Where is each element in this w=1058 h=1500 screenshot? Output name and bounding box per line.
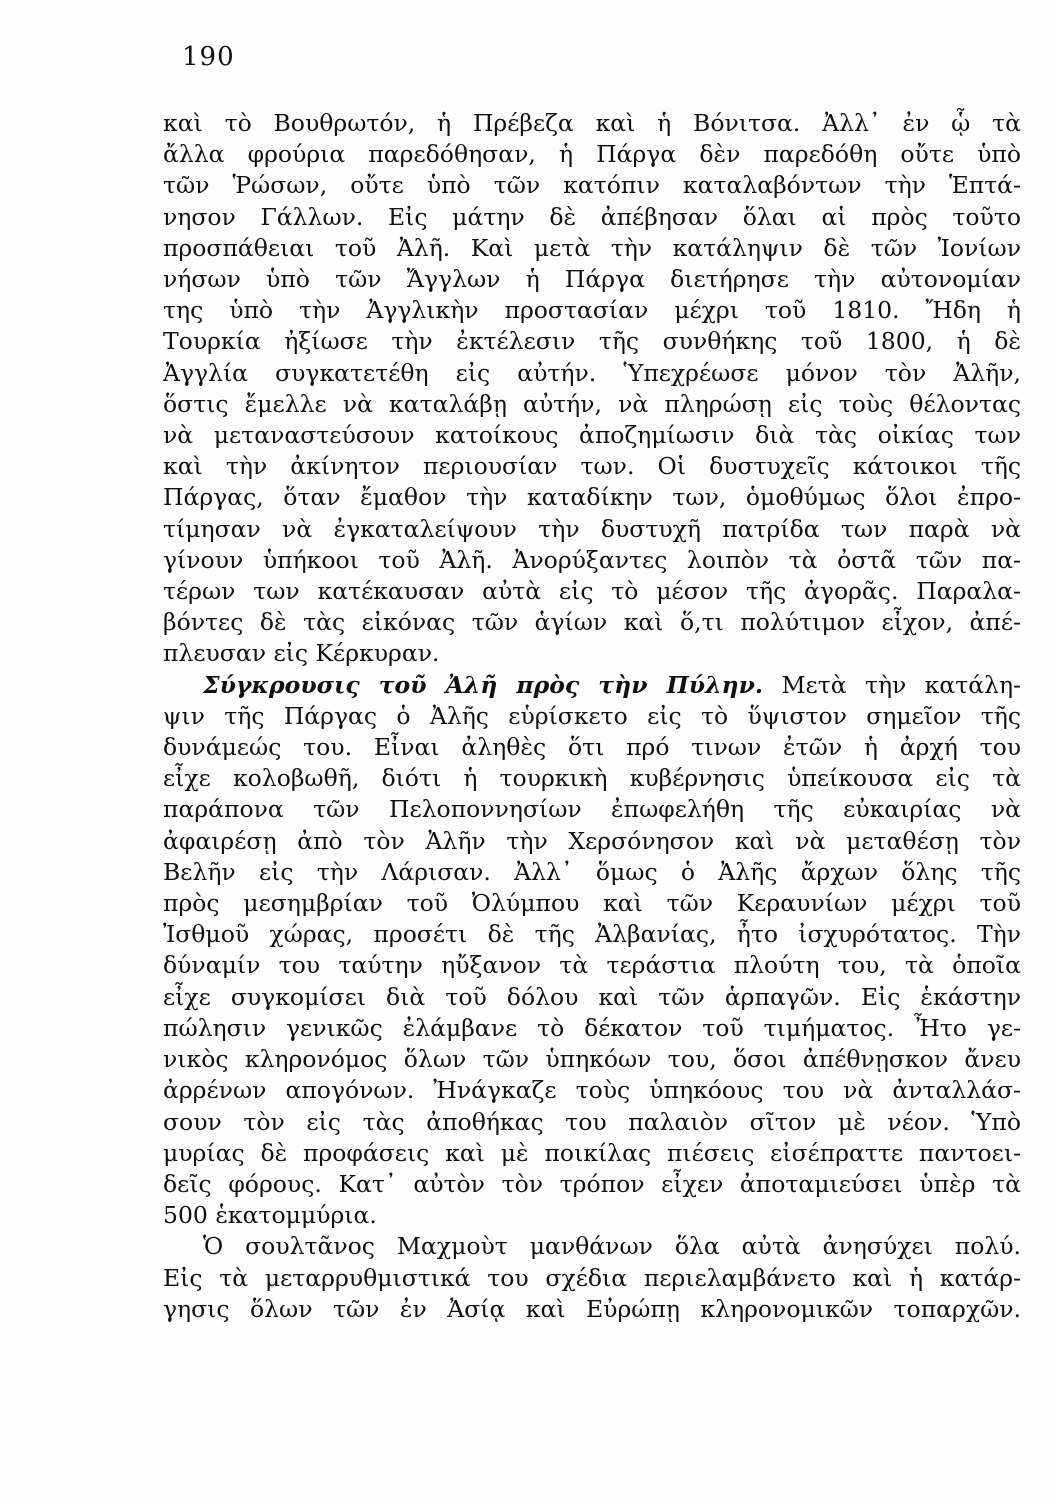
- text-line: της ὑπὸ τὴν Ἀγγλικὴν προστασίαν μέχρι τοῦ 1810. Ἤδη ἡ: [163, 296, 1021, 325]
- text-line: νησον Γάλλων. Εἰς μάτην δὲ ἀπέβησαν ὅλαι αἱ πρὸς τοῦτο: [163, 202, 1021, 231]
- text-line: εἶχε κολοβωθῆ, διότι ἡ τουρκικὴ κυβέρνησις ὑπείκουσα εἰς τὰ: [163, 764, 1021, 793]
- text-line: βόντες δὲ τὰς εἰκόνας τῶν ἁγίων καὶ ὅ,τι πολύτιμον εἶχον, ἀπέ-: [163, 608, 1021, 637]
- text-line: νὰ μεταναστεύσουν κατοίκους ἀποζημίωσιν διὰ τὰς οἰκίας των: [163, 421, 1021, 450]
- page-number: 190: [182, 42, 235, 72]
- text-line: τῶν Ῥώσων, οὔτε ὑπὸ τῶν κατόπιν καταλαβόντων τὴν Ἑπτά-: [163, 171, 1021, 200]
- text-line: δύναμίν του ταύτην ηὔξανον τὰ τεράστια πλούτη του, τὰ ὁποῖα: [163, 951, 1021, 980]
- text-line: δεῖς φόρους. Κατ᾿ αὐτὸν τὸν τρόπον εἶχεν ἀποταμιεύσει ὑπὲρ τὰ: [163, 1169, 1021, 1198]
- text-line: μυρίας δὲ προφάσεις καὶ μὲ ποικίλας πιέσεις εἰσέπραττε παντοει-: [163, 1138, 1021, 1167]
- text-line: πρὸς μεσημβρίαν τοῦ Ὀλύμπου καὶ τῶν Κεραυνίων μέχρι τοῦ: [163, 889, 1021, 918]
- text-line: τέρων των κατέκαυσαν αὐτὰ εἰς τὸ μέσον τῆς ἀγορᾶς. Παραλα-: [163, 577, 1021, 606]
- text-line: παράπονα τῶν Πελοποννησίων ἐπωφελήθη τῆς εὐκαιρίας νὰ: [163, 795, 1021, 824]
- text-line: καὶ τὸ Βουθρωτόν, ἡ Πρέβεζα καὶ ἡ Βόνιτσα. Ἀλλ᾿ ἐν ᾧ τὰ: [163, 109, 1021, 137]
- text-line: εἶχε συγκομίσει διὰ τοῦ δόλου καὶ τῶν ἁρπαγῶν. Εἰς ἑκάστην: [163, 982, 1021, 1011]
- text-line: Τουρκία ἠξίωσε τὴν ἐκτέλεσιν τῆς συνθήκης τοῦ 1800, ἡ δὲ: [163, 327, 1021, 356]
- text-line: νήσων ὑπὸ τῶν Ἄγγλων ἡ Πάργα διετήρησε τὴν αὐτονομίαν: [163, 265, 1021, 294]
- text-line: ἀφαιρέσῃ ἀπὸ τὸν Ἀλῆν τὴν Χερσόνησον καὶ νὰ μεταθέσῃ τὸν: [163, 826, 1021, 855]
- text-line: ἀρρένων απογόνων. Ἠνάγκαζε τοὺς ὑπηκόους του νὰ ἀνταλλάσ-: [163, 1076, 1021, 1105]
- text-line: τίμησαν νὰ ἐγκαταλείψουν τὴν δυστυχῆ πατρίδα των παρὰ νὰ: [163, 514, 1021, 543]
- text-line: Εἰς τὰ μεταρρυθμιστικά του σχέδια περιελαμβάνετο καὶ ἡ κατάρ-: [163, 1263, 1021, 1292]
- section-heading: Σύγκρουσις τοῦ Ἀλῆ πρὸς τὴν Πύλην.: [203, 670, 764, 699]
- text-line: νικὸς κληρονόμος ὅλων τῶν ὑπηκόων του, ὅσοι ἀπέθνῃσκον ἄνευ: [163, 1045, 1021, 1074]
- text-line: δυνάμεώς του. Εἶναι ἀληθὲς ὅτι πρό τινων ἐτῶν ἡ ἀρχή του: [163, 733, 1021, 762]
- text-line: ὅστις ἔμελλε νὰ καταλάβῃ αὐτήν, νὰ πληρώσῃ εἰς τοὺς θέλοντας: [163, 389, 1021, 418]
- text-line: ψιν τῆς Πάργας ὁ Ἀλῆς εὑρίσκετο εἰς τὸ ὕψιστον σημεῖον τῆς: [163, 701, 1021, 730]
- section-heading-line: [163, 670, 1021, 701]
- text-fragment: Μετὰ τὴν κατάλη-: [781, 670, 1021, 699]
- text-line: προσπάθειαι τοῦ Ἀλῆ. Καὶ μετὰ τὴν κατάληψιν δὲ τῶν Ἰονίων: [163, 233, 1021, 262]
- text-line: Βελῆν εἰς τὴν Λάρισαν. Ἀλλ᾿ ὅμως ὁ Ἀλῆς ἄρχων ὅλης τῆς: [163, 857, 1021, 886]
- text-line: Ἰσθμοῦ χώρας, προσέτι δὲ τῆς Ἀλβανίας, ἦτο ἰσχυρότατος. Τὴν: [163, 920, 1021, 949]
- text-line: πλευσαν εἰς Κέρκυραν.: [163, 639, 440, 668]
- text-line: σουν τὸν εἰς τὰς ἀποθήκας του παλαιὸν σῖτον μὲ νέον. Ὑπὸ: [163, 1107, 1021, 1136]
- text-line: Ἀγγλία συγκατετέθη εἰς αὐτήν. Ὑπεχρέωσε μόνον τὸν Ἀλῆν,: [163, 358, 1021, 387]
- text-line: ἄλλα φρούρια παρεδόθησαν, ἡ Πάργα δὲν παρεδόθη οὔτε ὑπὸ: [163, 140, 1021, 169]
- text-line: γίνουν ὑπήκοοι τοῦ Ἀλῆ. Ἀνορύξαντες λοιπὸν τὰ ὀστᾶ τῶν πα-: [163, 545, 1021, 574]
- text-line: Πάργας, ὅταν ἔμαθον τὴν καταδίκην των, ὁμοθύμως ὅλοι ἐπρο-: [163, 483, 1021, 512]
- text-line: πώλησιν γενικῶς ἐλάμβανε τὸ δέκατον τοῦ τιμήματος. Ἦτο γε-: [163, 1013, 1021, 1042]
- body-text: [163, 108, 1021, 1325]
- text-line: γησις ὅλων τῶν ἐν Ἀσίᾳ καὶ Εὐρώπῃ κληρονομικῶν τοπαρχῶν.: [163, 1294, 1021, 1323]
- text-line: Ὁ σουλτᾶνος Μαχμοὺτ μανθάνων ὅλα αὐτὰ ἀνησύχει πολύ.: [203, 1232, 1021, 1261]
- text-line: 500 ἑκατομμύρια.: [163, 1201, 377, 1230]
- text-line: καὶ τὴν ἀκίνητον περιουσίαν των. Οἱ δυστυχεῖς κάτοικοι τῆς: [163, 452, 1021, 481]
